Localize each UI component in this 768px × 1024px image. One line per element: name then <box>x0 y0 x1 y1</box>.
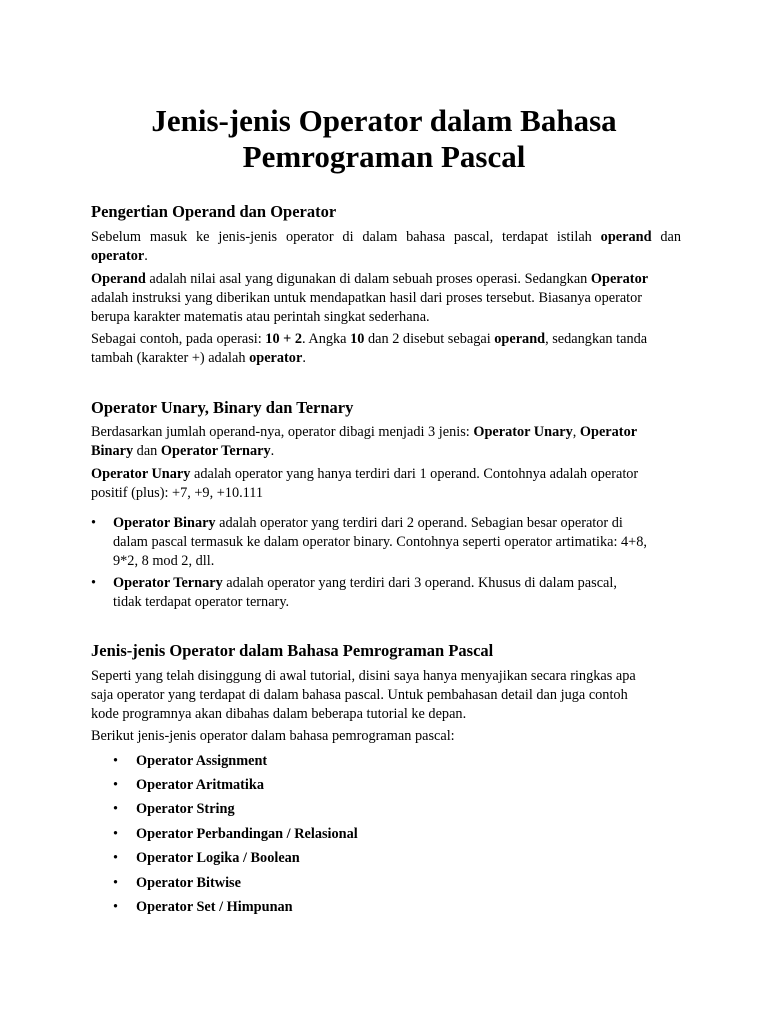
paragraph-seperti <box>91 667 681 724</box>
paragraph-berdasarkan <box>91 423 681 461</box>
paragraph-line: Berikut jenis-jenis operator dalam bahasa pemrograman pascal: <box>91 728 455 744</box>
paragraph-line: positif (plus): +7, +9, +10.111 <box>91 485 264 501</box>
bullet-icon: • <box>113 850 119 866</box>
list-item-label: Operator Aritmatika <box>136 777 264 793</box>
bullet-line: dalam pascal termasuk ke dalam operator binary. Contohnya seperti operator artimatika: 4+8, <box>113 534 647 550</box>
title-line-2: Pemrograman Pascal <box>242 139 526 174</box>
bullet-icon: • <box>113 801 119 817</box>
list-item-label: Operator Assignment <box>136 753 268 769</box>
paragraph-line: Sebagai contoh, pada operasi: 10 + 2. Angka 10 dan 2 disebut sebagai operand, sedangkan tanda <box>91 331 648 347</box>
document-title <box>0 103 768 175</box>
bullet-line: Operator Ternary adalah operator yang terdiri dari 3 operand. Khusus di dalam pascal, <box>113 575 617 591</box>
list-item-label: Operator String <box>136 801 235 817</box>
bullet-line: Operator Binary adalah operator yang terdiri dari 2 operand. Sebagian besar operator di <box>113 515 623 531</box>
section-heading-unary-binary-ternary: Operator Unary, Binary dan Ternary <box>91 398 354 417</box>
paragraph-berikut <box>91 727 681 746</box>
paragraph-line: Binary dan Operator Ternary. <box>91 443 275 459</box>
paragraph-line: Sebelum masuk ke jenis-jenis operator di dalam bahasa pascal, terdapat istilah operand dan <box>91 229 681 245</box>
list-item-label: Operator Set / Himpunan <box>136 899 293 915</box>
paragraph-unary <box>91 465 681 503</box>
list-item-label: Operator Perbandingan / Relasional <box>136 826 358 842</box>
paragraph-line: Seperti yang telah disinggung di awal tutorial, disini saya hanya menyajikan secara ringkas apa <box>91 668 636 684</box>
paragraph-line: Berdasarkan jumlah operand-nya, operator dibagi menjadi 3 jenis: Operator Unary, Operator <box>91 424 638 440</box>
bullet-line: tidak terdapat operator ternary. <box>113 594 290 610</box>
paragraph-line: adalah instruksi yang diberikan untuk mendapatkan hasil dari proses tersebut. Biasanya operator <box>91 290 643 306</box>
paragraph-line: Operand adalah nilai asal yang digunakan di dalam sebuah proses operasi. Sedangkan Operator <box>91 271 649 287</box>
section-heading-pengertian: Pengertian Operand dan Operator <box>91 202 337 221</box>
title-line-1: Jenis-jenis Operator dalam Bahasa <box>151 103 617 138</box>
section-heading-jenis-operator: Jenis-jenis Operator dalam Bahasa Pemrograman Pascal <box>91 641 494 660</box>
bullet-icon: • <box>113 826 119 842</box>
paragraph-sebelum <box>91 228 681 266</box>
bullet-line: 9*2, 8 mod 2, dll. <box>113 553 215 569</box>
bullet-icon: • <box>113 875 119 891</box>
paragraph-contoh <box>91 330 681 368</box>
paragraph-line: berupa karakter matematis atau perintah singkat sederhana. <box>91 309 430 325</box>
bullet-icon: • <box>91 575 97 591</box>
bullet-icon: • <box>113 777 119 793</box>
paragraph-line: Operator Unary adalah operator yang hanya terdiri dari 1 operand. Contohnya adalah operator <box>91 466 639 482</box>
paragraph-line: saja operator yang terdapat di dalam bahasa pascal. Untuk pembahasan detail dan juga contoh <box>91 687 628 703</box>
bullet-icon: • <box>91 515 97 531</box>
list-item-label: Operator Bitwise <box>136 875 241 891</box>
bullet-icon: • <box>113 899 119 915</box>
bullet-icon: • <box>113 753 119 769</box>
paragraph-line: tambah (karakter +) adalah operator. <box>91 350 306 366</box>
paragraph-line: kode programnya akan dibahas dalam beberapa tutorial ke depan. <box>91 706 467 722</box>
paragraph-line: operator. <box>91 248 148 264</box>
paragraph-operand <box>91 270 681 327</box>
list-item-label: Operator Logika / Boolean <box>136 850 300 866</box>
